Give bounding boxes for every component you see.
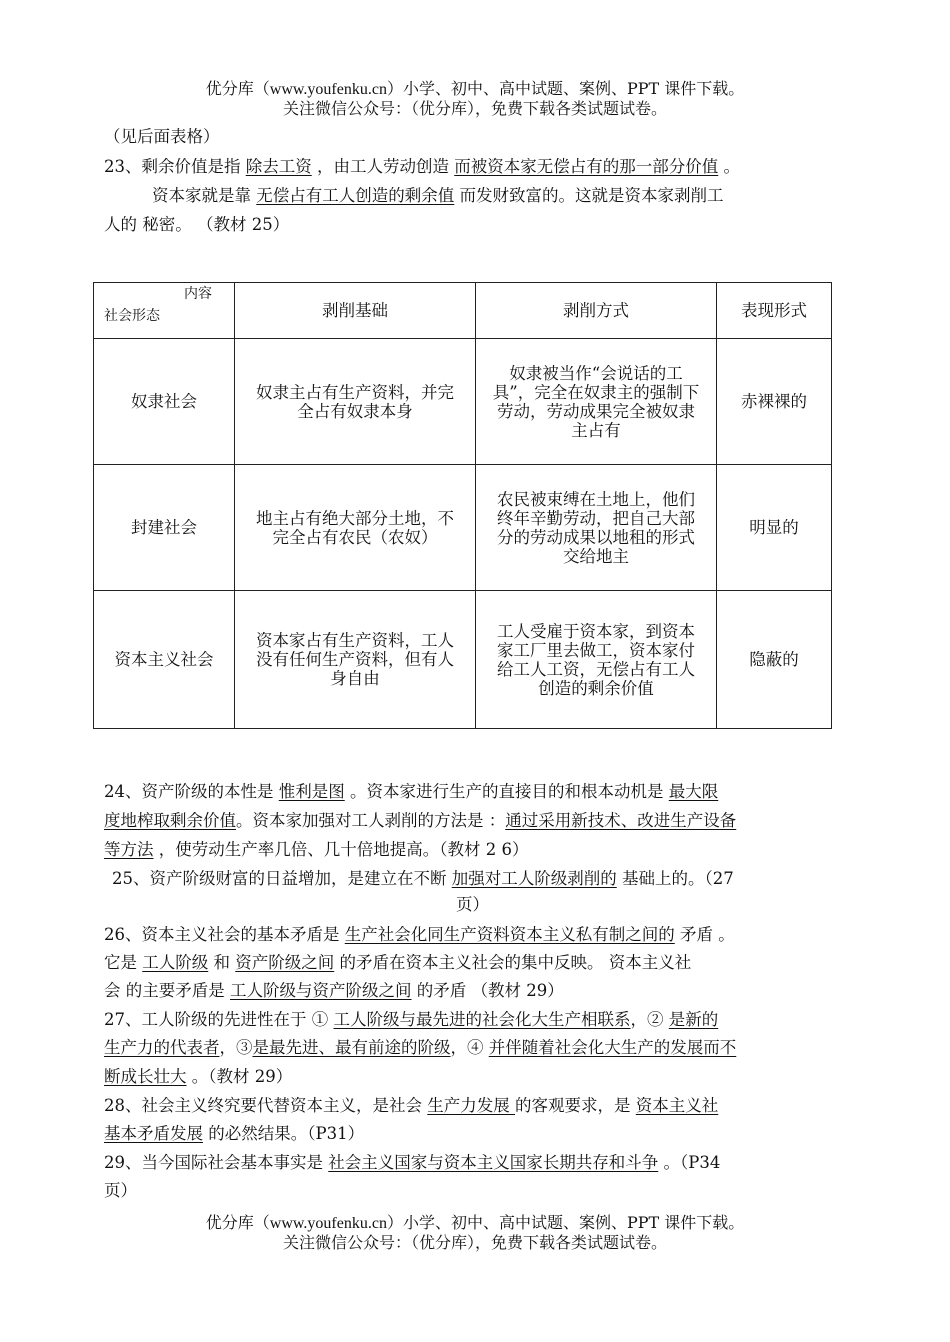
header-line-2: 关注微信公众号：（优分库），免费下载各类试题试卷。 (282, 99, 667, 118)
header-suffix: ）小学、初中、高中试题、案例、PPT 课件下载。 (386, 79, 745, 98)
text: 而发财致富的。这就是资本家剥削工 (454, 186, 724, 205)
footer-prefix: 优分库（ (205, 1213, 270, 1232)
text: 资本家就是靠 (152, 186, 257, 205)
corner-label-content: 内容 (184, 286, 212, 302)
answer: 是新的 (668, 1010, 719, 1029)
column-header: 剥削基础 (235, 283, 476, 339)
basis-cell: 奴隶主占有生产资料，并完全占有奴隶本身 (235, 339, 476, 465)
q24-line-3 (104, 838, 854, 862)
q27-line-3 (104, 1065, 854, 1089)
q25-line-2: 页） (456, 895, 489, 914)
q28-line-2 (104, 1122, 854, 1146)
form-cell: 隐蔽的 (717, 591, 832, 729)
society-cell: 资本主义社会 (94, 591, 235, 729)
form-cell: 明显的 (717, 465, 832, 591)
text: 的矛盾 （教材 29） (411, 981, 564, 1000)
text: 。资本家进行生产的直接目的和根本动机是 (344, 782, 669, 801)
q23-line-2 (152, 184, 902, 208)
answer: 等方法 (104, 840, 154, 859)
q23-line-3: 人的 秘密。 （教材 25） (104, 215, 290, 234)
q26-line-2 (104, 951, 854, 975)
q24-line-2 (104, 809, 854, 833)
form-cell: 赤裸裸的 (717, 339, 832, 465)
text: 和 (208, 953, 236, 972)
answer: 加强对工人阶级剥削的 (451, 869, 617, 888)
q27-line-1 (104, 1008, 854, 1032)
answer: 社会主义国家与资本主义国家长期共存和斗争 (328, 1153, 659, 1172)
text: 28、社会主义终究要代替资本主义，是社会 (104, 1096, 428, 1115)
text: 24、资产阶级的本性是 (104, 782, 279, 801)
header-domain: www.youfenku.cn (269, 81, 387, 98)
answer: 基本矛盾发展 (104, 1124, 203, 1143)
text: 29、当今国际社会基本事实是 (104, 1153, 329, 1172)
answer: 生产力发展 (427, 1096, 515, 1115)
column-header: 表现形式 (717, 283, 832, 339)
answer: 并伴随着社会化大生产的发展而不 (488, 1038, 737, 1057)
answer: 工人阶级与最先进的社会化大生产相联系 (333, 1010, 631, 1029)
text: 基础上的。（27 (616, 869, 734, 888)
text: 的必然结果。（P31） (203, 1124, 365, 1143)
q28-line-1 (104, 1094, 854, 1118)
answer: 生产社会化同生产资料资本主义私有制之间的 (344, 925, 675, 944)
text: 会 的主要矛盾是 (104, 981, 230, 1000)
note-see-table: （见后面表格） (104, 127, 220, 146)
answer: 最大限 (668, 782, 719, 801)
text: 。 (718, 157, 740, 176)
text: ，④ (450, 1038, 489, 1057)
q27-line-2 (104, 1036, 854, 1060)
answer: 是最先进、最有前途的阶级 (252, 1038, 451, 1057)
answer: 资产阶级之间 (235, 953, 335, 972)
table-row (94, 339, 832, 465)
answer: 而被资本家无偿占有的那一部分价值 (454, 157, 719, 176)
basis-cell: 资本家占有生产资料，工人没有任何生产资料，但有人身自由 (235, 591, 476, 729)
text: 23、剩余价值是指 (104, 157, 246, 176)
basis-cell: 地主占有绝大部分土地，不完全占有农民（农奴） (235, 465, 476, 591)
method-cell: 农民被束缚在土地上，他们终年辛勤劳动，把自己大部分的劳动成果以地租的形式交给地主 (476, 465, 717, 591)
society-cell: 封建社会 (94, 465, 235, 591)
text: ，由工人劳动创造 (311, 157, 455, 176)
method-cell: 奴隶被当作“会说话的工具”，完全在奴隶主的强制下劳动，劳动成果完全被奴隶主占有 (476, 339, 717, 465)
footer-suffix: ）小学、初中、高中试题、案例、PPT 课件下载。 (386, 1213, 745, 1232)
text: ，② (630, 1010, 669, 1029)
answer: 工人阶级与资产阶级之间 (230, 981, 412, 1000)
answer: 工人阶级 (142, 953, 209, 972)
method-cell: 工人受雇于资本家，到资本家工厂里去做工，资本家付给工人工资，无偿占有工人创造的剩余价值 (476, 591, 717, 729)
text: ，使劳动生产率几倍、几十倍地提高。（教材 2 6） (153, 840, 529, 859)
answer: 惟利是图 (278, 782, 345, 801)
corner-cell (94, 283, 235, 339)
table-row (94, 591, 832, 729)
table-row (94, 465, 832, 591)
answer: 生产力的代表者 (104, 1038, 220, 1057)
text: 矛盾 。 (674, 925, 735, 944)
answer: 断成长壮大 (104, 1067, 187, 1086)
answer: 度地榨取剩余价值 (104, 811, 236, 830)
society-cell: 奴隶社会 (94, 339, 235, 465)
q25-line-1 (112, 867, 862, 891)
text: 它是 (104, 953, 143, 972)
answer: 资本主义社 (635, 1096, 719, 1115)
text: 的客观要求，是 (515, 1096, 636, 1115)
answer: 通过采用新技术、改进生产设备 (505, 811, 737, 830)
text: 25、资产阶级财富的日益增加，是建立在不断 (112, 869, 452, 888)
text: 。资本家加强对工人剥削的方法是 ： (236, 811, 506, 830)
text: 27、工人阶级的先进性在于 ① (104, 1010, 334, 1029)
text: 的矛盾在资本主义社会的集中反映。 资本主义社 (334, 953, 692, 972)
text: 。（教材 29） (186, 1067, 293, 1086)
column-header: 剥削方式 (476, 283, 717, 339)
text: ，③ (219, 1038, 253, 1057)
q26-line-1 (104, 923, 854, 947)
text: 。（P34 (658, 1153, 721, 1172)
answer: 无偿占有工人创造的剩余值 (256, 186, 455, 205)
answer: 除去工资 (245, 157, 312, 176)
exploitation-table (93, 282, 832, 729)
corner-label-society: 社会形态 (104, 308, 160, 324)
q26-line-3 (104, 979, 854, 1003)
q29-line-1 (104, 1151, 854, 1175)
q24-line-1 (104, 780, 854, 804)
q29-line-2: 页） (104, 1181, 137, 1200)
header-prefix: 优分库（ (205, 79, 270, 98)
q23-line-1 (104, 155, 854, 179)
text: 26、资本主义社会的基本矛盾是 (104, 925, 345, 944)
footer-domain: www.youfenku.cn (269, 1215, 387, 1232)
footer-line-2: 关注微信公众号：（优分库），免费下载各类试题试卷。 (282, 1233, 667, 1252)
table-header-row (94, 283, 832, 339)
